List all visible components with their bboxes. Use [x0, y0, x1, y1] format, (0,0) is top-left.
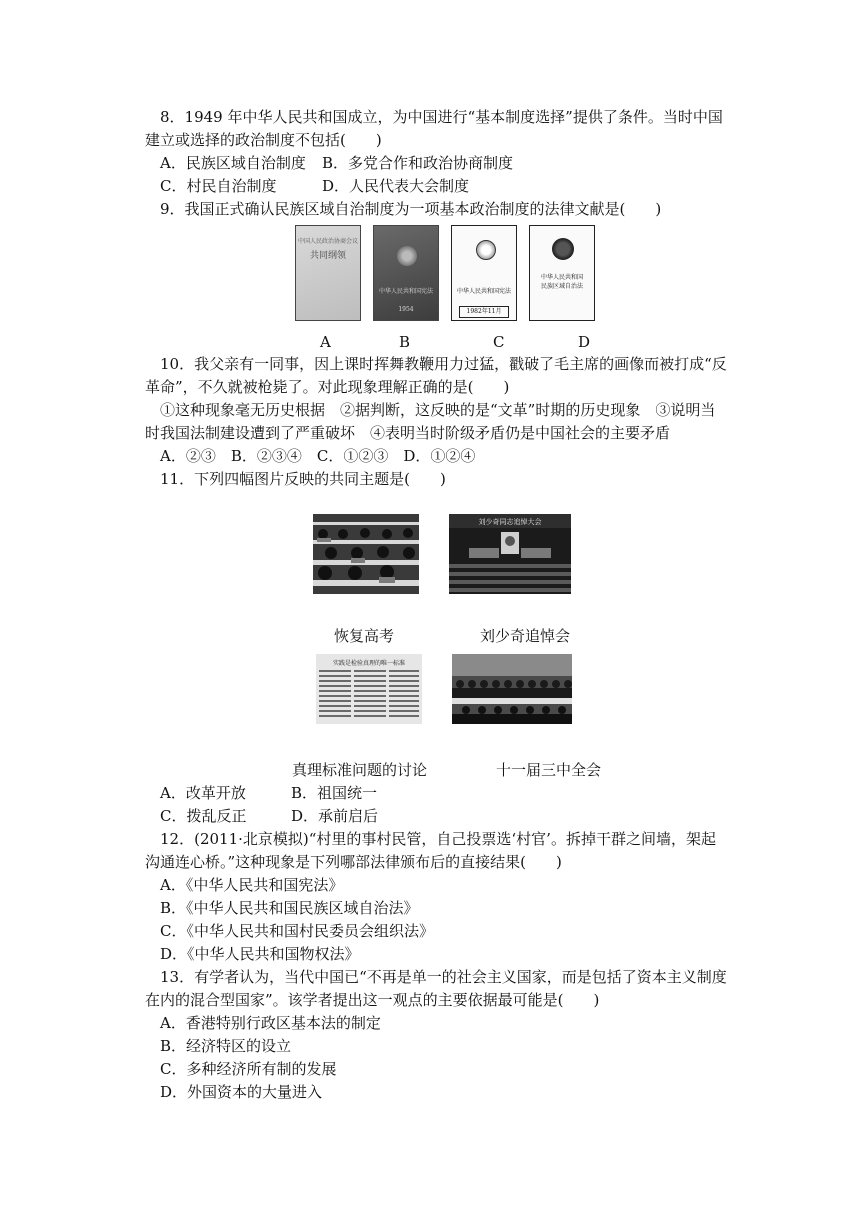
q11-option-c: C．拨乱反正	[160, 807, 247, 825]
book-c-date: 1982年11月	[459, 306, 509, 318]
memorial-hall-image	[449, 514, 571, 594]
label-c: C	[493, 333, 505, 351]
book-cover-c	[451, 225, 517, 321]
photo-third-plenary-session	[452, 654, 572, 724]
q10-body-line1: ①这种现象毫无历史根据 ②据判断，这反映的是“文革”时期的历史现象 ③说明当	[160, 401, 716, 419]
book-d-title-line1: 中华人民共和国	[540, 274, 583, 281]
label-b: B	[399, 333, 411, 351]
q11-option-d: D．承前启后	[291, 807, 379, 825]
national-emblem-icon	[476, 240, 496, 260]
caption-truth-criterion: 真理标准问题的讨论	[292, 761, 428, 779]
national-emblem-icon	[552, 238, 574, 260]
label-a: A	[320, 333, 331, 351]
caption-resume-exam: 恢复高考	[334, 627, 395, 645]
q8-option-c: C．村民自治制度	[160, 177, 277, 195]
q12-stem-line1: 12．(2011·北京模拟)“村里的事村民管，自己投票选‘村官’。拆掉干群之间墙，架起	[160, 830, 716, 848]
book-cover-d	[529, 225, 595, 321]
memorial-banner-text: 刘少奇同志追悼大会	[478, 518, 542, 526]
label-d: D	[578, 333, 591, 351]
q11-option-a: A．改革开放	[160, 784, 246, 802]
newspaper-headline: 实践是检验真理的唯一标准	[332, 660, 406, 667]
q8-stem-line2: 建立或选择的政治制度不包括( )	[145, 131, 382, 149]
q12-option-b: B．《中华人民共和国民族区域自治法》	[160, 899, 419, 917]
q13-option-d: D．外国资本的大量进入	[160, 1083, 323, 1101]
q13-stem-line2: 在内的混合型国家”。该学者提出这一观点的主要依据最可能是( )	[145, 991, 600, 1009]
book-b-year: 1954	[398, 306, 414, 313]
book-d-title-line2: 民族区域自治法	[540, 283, 583, 290]
photo-resume-exam	[313, 514, 419, 594]
exam-hall-image	[313, 514, 419, 594]
q10-stem-line2: 革命”，不久就被枪毙了。对此现象理解正确的是( )	[145, 378, 510, 396]
book-cover-a	[295, 225, 361, 321]
q12-option-a: A．《中华人民共和国宪法》	[160, 876, 344, 894]
book-b-title: 中华人民共和国宪法	[378, 288, 433, 295]
newspaper-image	[316, 654, 422, 724]
caption-liu-shaoqi-memorial: 刘少奇追悼会	[480, 627, 571, 645]
book-a-header: 中国人民政治协商会议	[297, 238, 358, 245]
national-emblem-icon	[397, 246, 417, 266]
q9-stem: 9．我国正式确认民族区域自治制度为一项基本政治制度的法律文献是( )	[160, 200, 662, 218]
q8-option-a: A．民族区域自治制度	[160, 154, 306, 172]
q10-options: A．②③ B．②③④ C．①②③ D．①②④	[160, 447, 476, 465]
plenary-session-image	[452, 654, 572, 724]
photo-truth-criterion-newspaper	[316, 654, 422, 724]
q11-option-b: B．祖国统一	[291, 784, 378, 802]
book-cover-b	[373, 225, 439, 321]
photo-liu-shaoqi-memorial	[449, 514, 571, 594]
q8-option-d: D．人民代表大会制度	[322, 177, 470, 195]
book-a-title: 共同纲领	[309, 251, 346, 261]
q13-stem-line1: 13．有学者认为，当代中国已“不再是单一的社会主义国家，而是包括了资本主义制度	[160, 968, 727, 986]
q8-stem-line1: 8．1949 年中华人民共和国成立，为中国进行“基本制度选择”提供了条件。当时中国	[160, 108, 723, 126]
q12-option-c: C．《中华人民共和国村民委员会组织法》	[160, 922, 434, 940]
q8-option-b: B．多党合作和政治协商制度	[322, 154, 514, 172]
q10-body-line2: 时我国法制建设遭到了严重破坏 ④表明当时阶级矛盾仍是中国社会的主要矛盾	[145, 424, 671, 442]
caption-third-plenary-session: 十一届三中全会	[496, 761, 602, 779]
q13-option-a: A．香港特别行政区基本法的制定	[160, 1014, 381, 1032]
book-c-title: 中华人民共和国宪法	[456, 288, 511, 295]
q13-option-c: C．多种经济所有制的发展	[160, 1060, 337, 1078]
q12-option-d: D．《中华人民共和国物权法》	[160, 945, 360, 963]
q13-option-b: B．经济特区的设立	[160, 1037, 292, 1055]
q11-stem: 11．下列四幅图片反映的共同主题是( )	[160, 470, 446, 488]
q10-stem-line1: 10．我父亲有一同事，因上课时挥舞教鞭用力过猛，戳破了毛主席的画像而被打成“反	[160, 355, 727, 373]
q12-stem-line2: 沟通连心桥。”这种现象是下列哪部法律颁布后的直接结果( )	[145, 853, 562, 871]
